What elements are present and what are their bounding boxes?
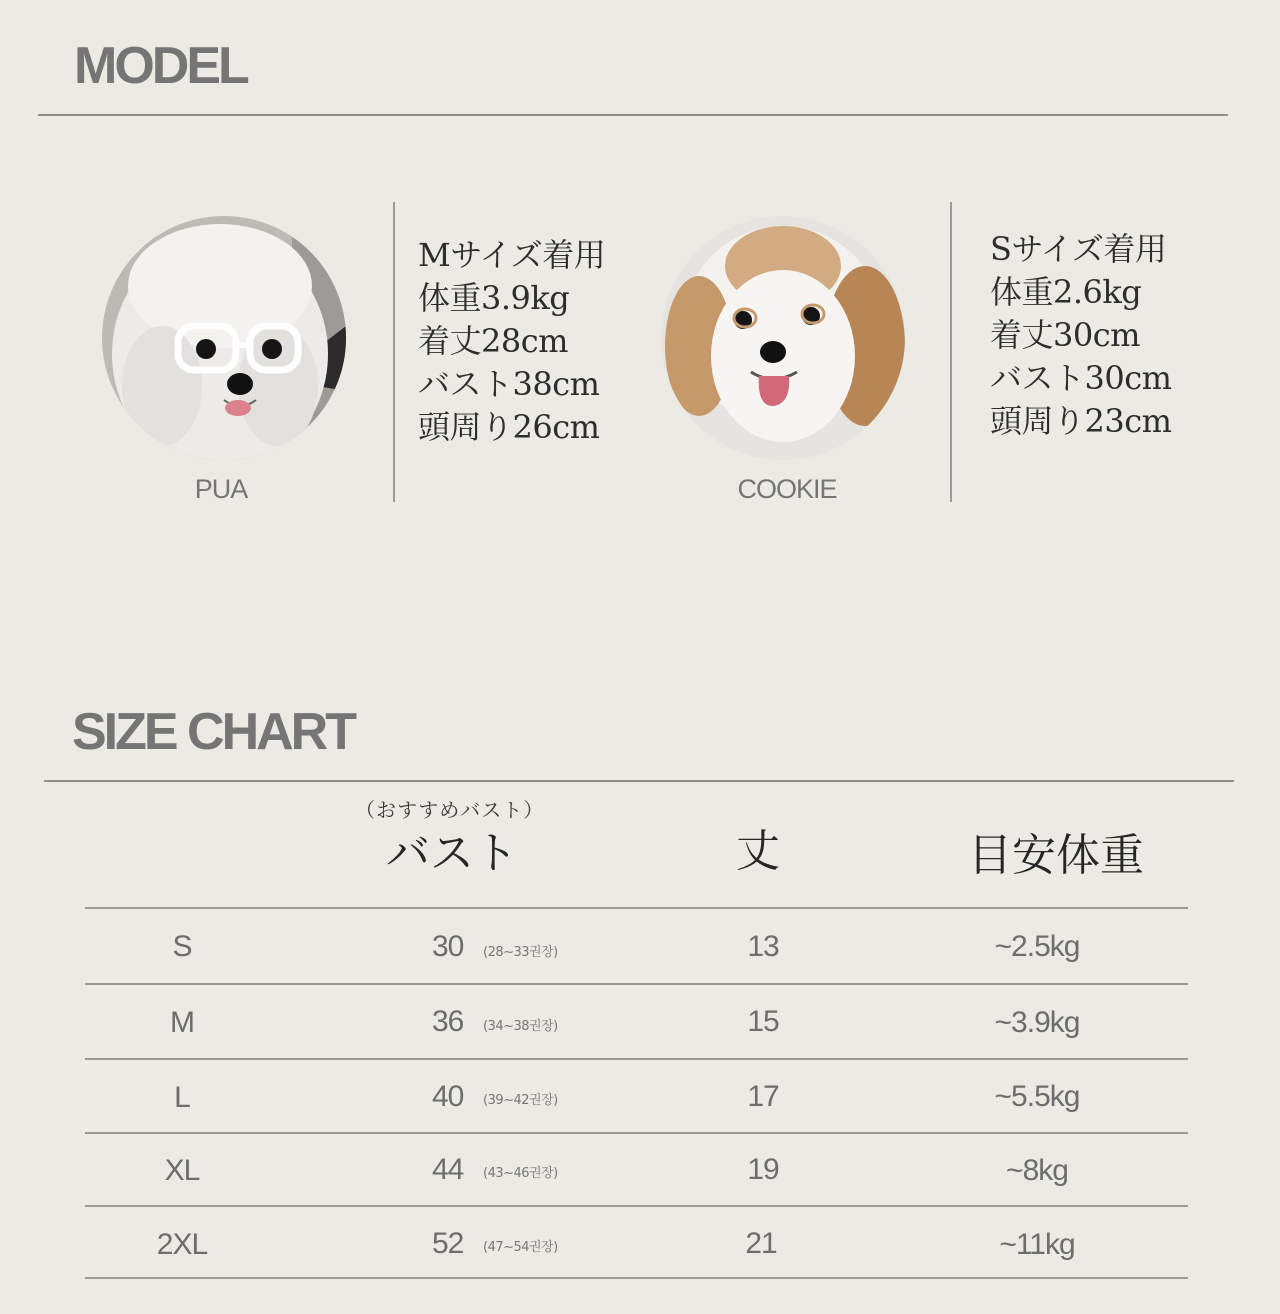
table-cell-bust-range: (34~38권장) — [483, 1019, 558, 1034]
dog-specs-cookie — [990, 228, 1172, 443]
table-cell-weight: ~11kg — [999, 1228, 1075, 1261]
spec-weight: 体重2.6kg — [990, 273, 1142, 311]
model-section-title: MODEL — [74, 37, 247, 95]
dog-photo-cookie — [661, 216, 905, 460]
spec-head: 頭周り26cm — [418, 408, 600, 446]
table-cell-bust: 52 — [432, 1227, 464, 1260]
table-cell-bust: 36 — [432, 1005, 464, 1038]
size-chart-title: SIZE CHART — [72, 703, 354, 761]
model-divider-1 — [393, 202, 395, 502]
spec-bust: バスト30cm — [990, 359, 1172, 397]
dog-specs-pua — [418, 234, 605, 449]
spec-bust: バスト38cm — [418, 365, 600, 403]
model-title-divider — [38, 114, 1228, 116]
table-cell-bust-range: (47~54권장) — [483, 1240, 558, 1255]
table-row-divider — [85, 983, 1188, 985]
size-chart-title-divider — [44, 780, 1234, 782]
table-cell-length: 15 — [747, 1005, 779, 1038]
spec-length: 着丈30cm — [990, 316, 1140, 354]
table-cell-bust-range: (43~46권장) — [483, 1166, 558, 1181]
dog-photo-pua — [102, 216, 346, 460]
table-cell-bust: 44 — [432, 1153, 464, 1186]
table-cell-bust-range: (28~33권장) — [483, 945, 558, 960]
header-weight: 目安体重 — [968, 830, 1144, 881]
table-cell-size: S — [172, 930, 192, 963]
spec-weight: 体重3.9kg — [418, 279, 570, 317]
bust-recommend-hint: （おすすめバスト） — [355, 798, 545, 822]
table-cell-length: 19 — [747, 1153, 779, 1186]
header-bust: バスト — [386, 828, 518, 879]
table-row-divider — [85, 1132, 1188, 1134]
spec-size-worn: Sサイズ着用 — [990, 230, 1167, 268]
table-header-divider — [85, 907, 1188, 909]
table-cell-length: 17 — [747, 1080, 779, 1113]
table-cell-weight: ~2.5kg — [994, 930, 1080, 963]
table-cell-weight: ~3.9kg — [994, 1006, 1080, 1039]
table-cell-size: L — [174, 1081, 190, 1114]
table-cell-weight: ~8kg — [1006, 1154, 1068, 1187]
table-cell-size: M — [170, 1006, 194, 1039]
table-bottom-divider — [85, 1277, 1188, 1279]
header-length: 丈 — [736, 826, 780, 877]
table-row-divider — [85, 1205, 1188, 1207]
spec-head: 頭周り23cm — [990, 402, 1172, 440]
table-cell-size: XL — [164, 1154, 200, 1187]
model-divider-2 — [950, 202, 952, 502]
spec-size-worn: Mサイズ着用 — [418, 236, 606, 274]
table-cell-bust: 40 — [432, 1080, 464, 1113]
table-cell-bust-range: (39~42권장) — [483, 1093, 558, 1108]
dog-name-pua: PUA — [194, 474, 248, 504]
dog-name-cookie: COOKIE — [737, 474, 837, 504]
table-cell-length: 21 — [745, 1227, 777, 1260]
table-row-divider — [85, 1058, 1188, 1060]
table-cell-weight: ~5.5kg — [994, 1080, 1080, 1113]
table-cell-length: 13 — [747, 930, 779, 963]
table-cell-bust: 30 — [432, 930, 464, 963]
table-cell-size: 2XL — [156, 1228, 208, 1261]
spec-length: 着丈28cm — [418, 322, 568, 360]
